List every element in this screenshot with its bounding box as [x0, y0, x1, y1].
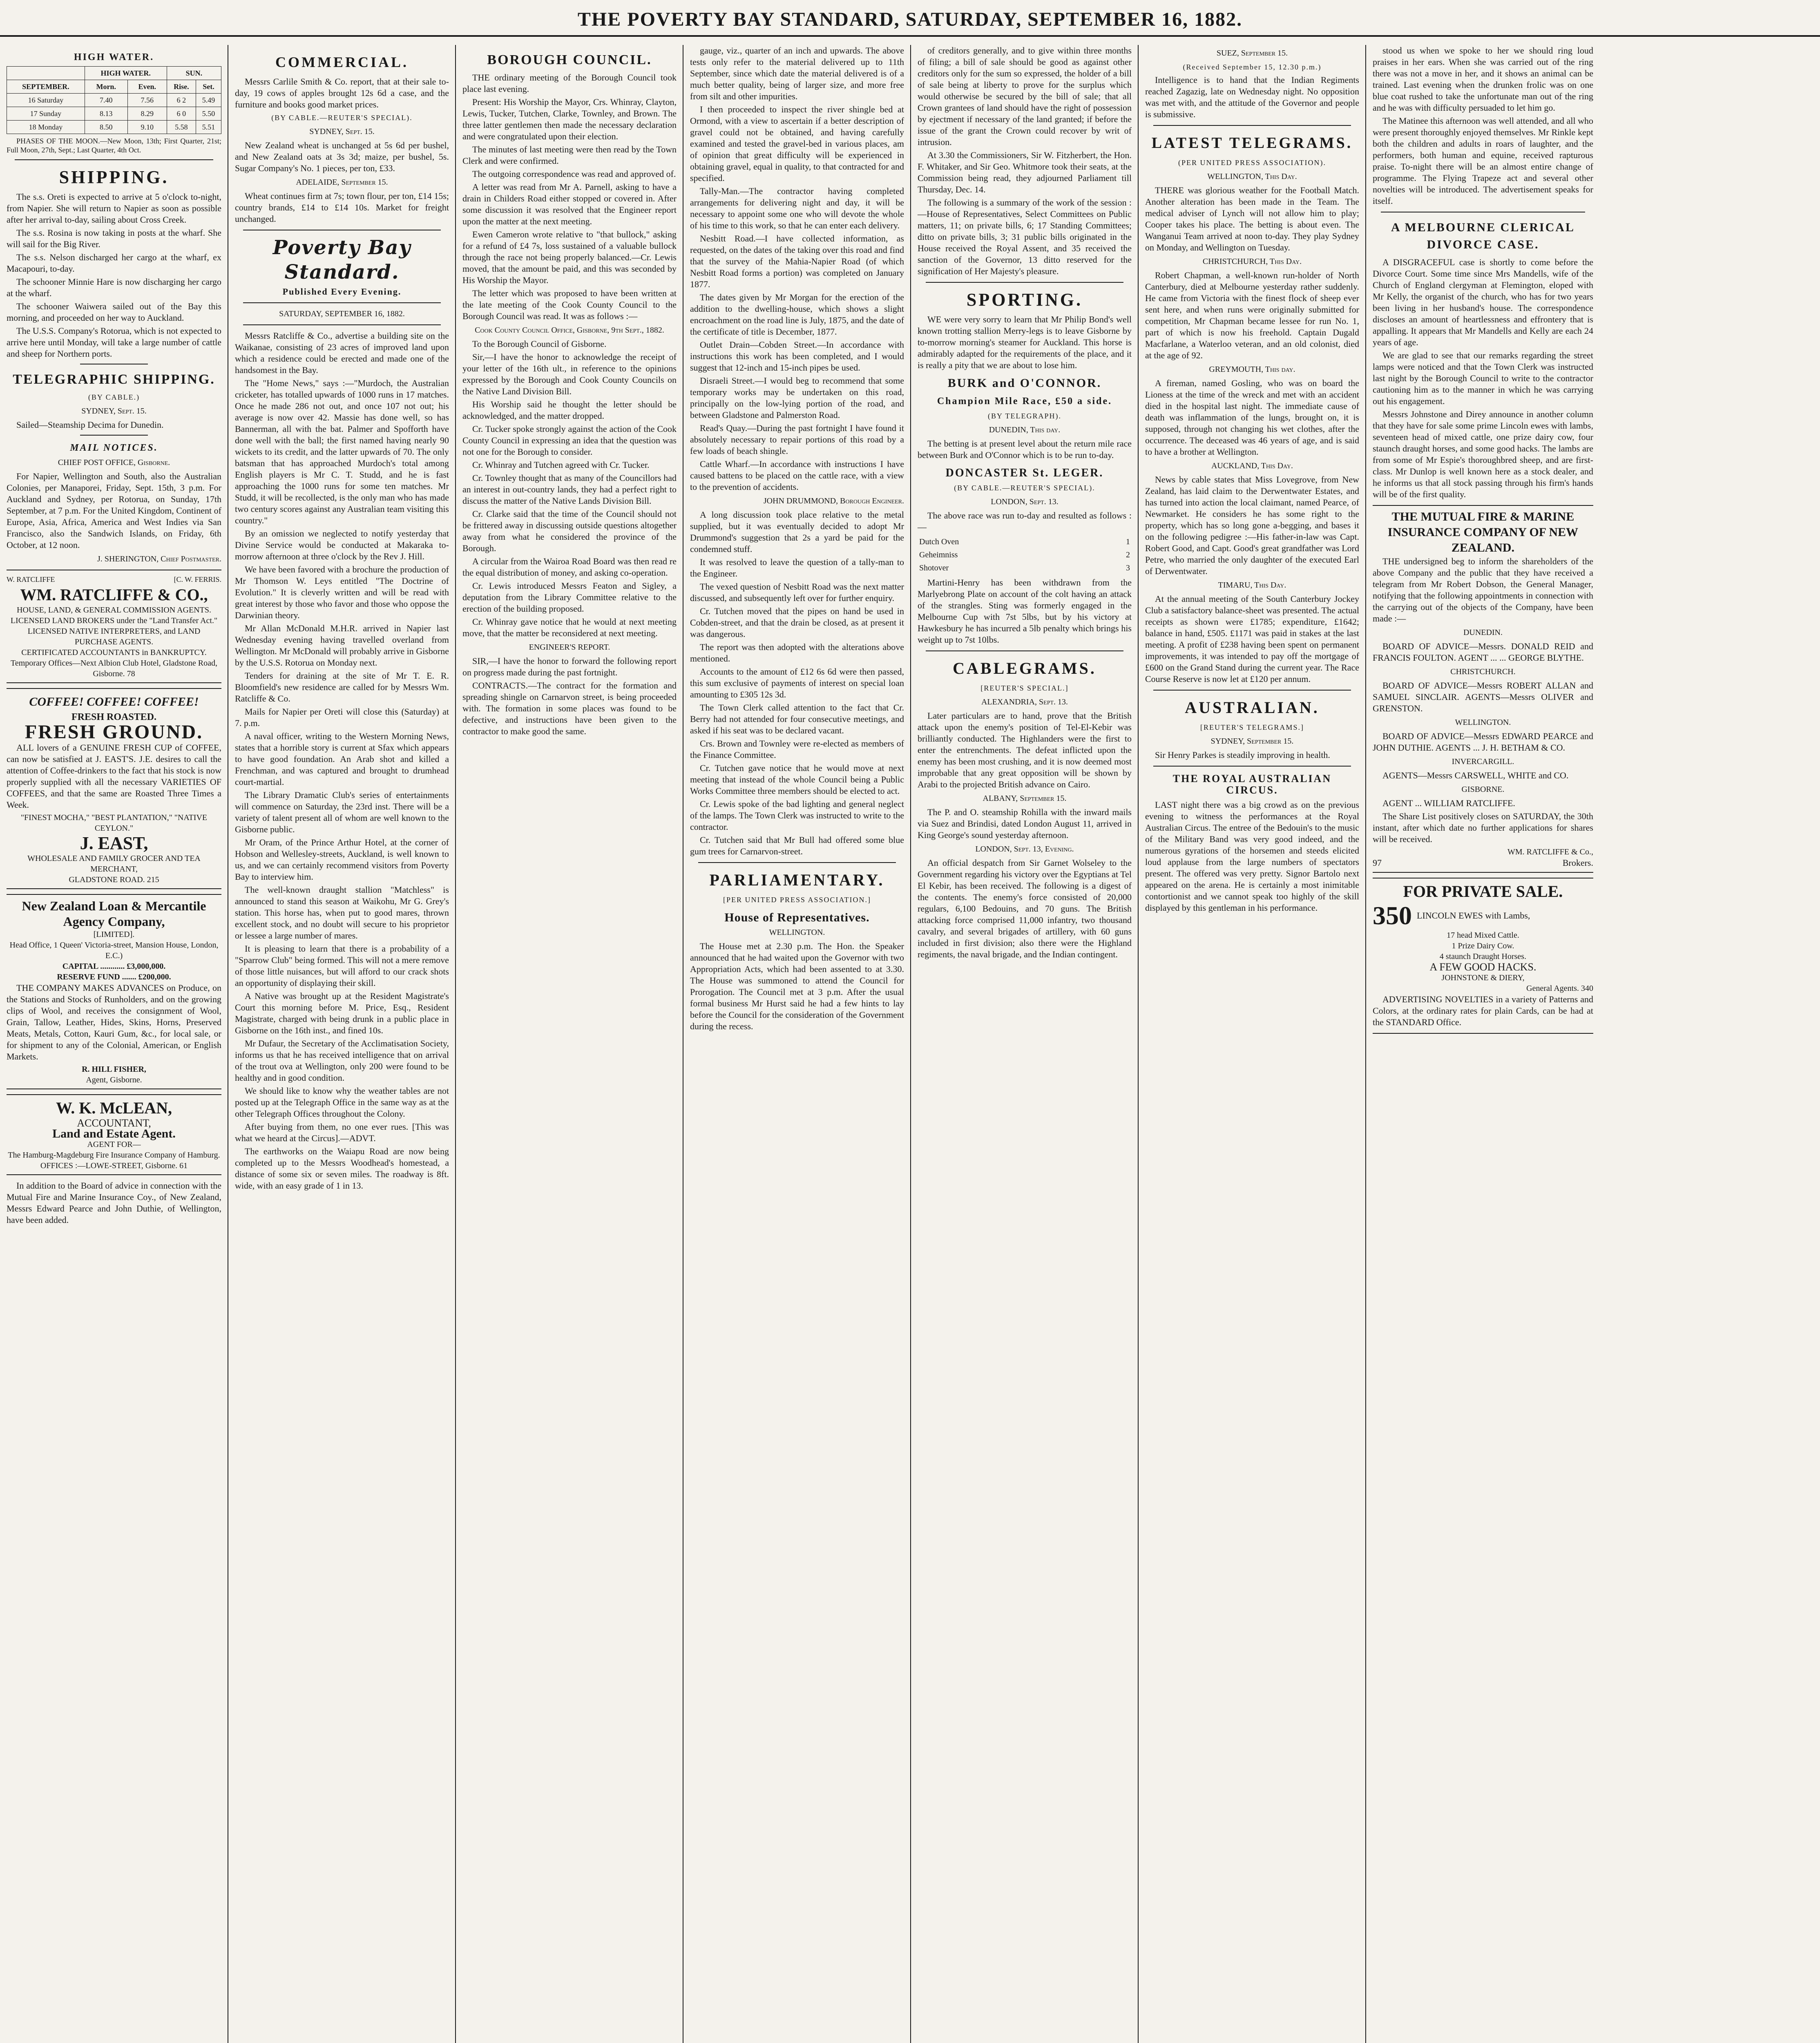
news-paragraph: A naval officer, writing to the Western Morning News, states that a horrible story is current at Sfax which appears to have good foundation. An Arab shot and killed a Frenchman, and was captured and brought to drumhead court-martial.: [235, 731, 449, 787]
high-water-heading: HIGH WATER.: [74, 52, 154, 63]
mclean-name: W. K. McLEAN,: [56, 1099, 172, 1117]
coffee-title-2: FRESH GROUND.: [25, 721, 203, 743]
mail-heading: MAIL NOTICES.: [70, 443, 158, 453]
council-paragraph: Cr. Townley thought that as many of the Councillors had an interest in out-country lands, they had a perfect right to discuss the matter of the Native Lands Division Bill.: [462, 473, 677, 506]
council-paragraph: Cr. Lewis spoke of the bad lighting and general neglect of the lamps. The Town Clerk was instructed to write to the contractor.: [690, 799, 904, 832]
column-5: [910, 45, 1138, 2043]
table-cell: 7.40: [85, 94, 127, 107]
parliamentary-sub: [PER UNITED PRESS ASSOCIATION.]: [723, 896, 871, 904]
advert-number: 97: [1373, 858, 1382, 868]
board-city: WELLINGTON.: [1455, 718, 1511, 727]
council-paragraph: A circular from the Wairoa Road Board was then read re the equal distribution of money, and asking co-operation.: [462, 556, 677, 578]
australian-text: Sir Henry Parkes is steadily improving in health.: [1155, 750, 1330, 760]
mclean-agent-for: AGENT FOR—: [87, 1140, 141, 1149]
paper-masthead: Poverty Bay Standard.: [272, 236, 411, 284]
australian-heading: AUSTRALIAN.: [1185, 698, 1320, 717]
news-paragraph: The well-known draught stallion "Matchless" is announced to stand this season at Waikohu, Mr G. Grey's station. This horse has, when put to good mares, thrown excellent stock, and no doubt will secure to his proprietor or lessee a large number of mares.: [235, 885, 449, 941]
parliamentary-paragraph: of creditors generally, and to give within three months of filing; a bill of sale should be good as against other creditors only for the sum so expressed, the holder of a bill of sale being at liberty to prove for the surplus which would otherwise be secured by the bill of sale; that all Crown grantees of land should have the right of possession by ejectment if necessary of the land granted; if before the issue of the grant the Crown could recover by writ of intrusion.: [918, 45, 1132, 147]
news-paragraph: Mr Dufaur, the Secretary of the Acclimatisation Society, informs us that he has received intelligence that on arrival of the trout ova at Wellington, only 200 were found to be healthy and in good condition.: [235, 1038, 449, 1083]
board-text: BOARD OF ADVICE—Messrs EDWARD PEARCE and JOHN DUTHIE. AGENTS ... J. H. BETHAM & CO.: [1373, 731, 1593, 753]
mail-signature: J. SHERINGTON, Chief Postmaster.: [97, 554, 221, 563]
circus-paragraph: The Matinee this afternoon was well attended, and all who were present thoroughly enjoyed themselves. Mr Rinkle kept both the children and adults in roars of laughter, and the performers, both human and equine, received rapturous praise. To-night there will be an almost entire change of programme. The Flying Trapeze act and several other novelties will be introduced. The advertisement speaks for itself.: [1373, 116, 1593, 206]
mclean-company: The Hamburg-Magdeburg Fire Insurance Company of Hamburg.: [8, 1151, 220, 1160]
closing-notice: In addition to the Board of advice in connection with the Mutual Fire and Marine Insurance Coy., of New Zealand, Messrs Edward Pearce and John Duthie, of Wellington, have been added.: [7, 1180, 221, 1225]
horse-name: Dutch Oven: [919, 537, 959, 546]
news-paragraph: Messrs Ratcliffe & Co., advertise a building site on the Waikanae, consisting of 23 acres of improved land upon which a residence could be erected and made one of the handsomest in the Bay.: [235, 331, 449, 375]
partner-left: W. RATCLIFFE: [7, 575, 55, 583]
advert-line: HOUSE, LAND, & GENERAL COMMISSION AGENTS.: [17, 606, 211, 615]
mclean-title: ACCOUNTANT,: [77, 1117, 151, 1129]
engineer-signature: JOHN DRUMMOND, Borough Engineer.: [763, 496, 904, 505]
board-text: BOARD OF ADVICE—Messrs ROBERT ALLAN and SAMUEL SINCLAIR. AGENTS—Messrs OLIVER and GRENSTON.: [1373, 680, 1593, 713]
advert-line: LICENSED NATIVE INTERPRETERS, and LAND PURCHASE AGENTS.: [27, 627, 201, 646]
engineer-report-heading: ENGINEER'S REPORT.: [529, 643, 610, 652]
mclean-offices: OFFICES :—LOWE-STREET, Gisborne. 61: [40, 1161, 188, 1170]
leger-sub: (BY CABLE.—REUTER'S SPECIAL).: [954, 484, 1095, 492]
shipping-heading: SHIPPING.: [59, 167, 169, 187]
table-row: [918, 561, 1132, 574]
parliamentary-paragraph: The following is a summary of the work of the session :—House of Representatives, Select Committees on Public matters, 11; on private bills, 6; 17 Standing Committees; ditto on private bills, 3; 31 public bills originated in the House received the Royal Assent, and 35 received the sanction of the Governor, 13 ditto reserved for the signification of Her Majesty's pleasure.: [918, 197, 1132, 276]
table-cell: 5.49: [196, 94, 221, 107]
column-1: [0, 45, 228, 2043]
mail-text: For Napier, Wellington and South, also the Australian Colonies, per Manaporei, Friday, Sept. 15th, 3 p.m. For Auckland and Sydney, per Rotorua, on Sunday, 17th September, at 7 p.m. For the United Kingdom, Continent of Europe, Asia, Africa, America and West Indies via San Francisco, also the Sandwich Islands, on Friday, 6th October, at 12 noon.: [7, 471, 221, 550]
column-7-inner: [1373, 45, 1593, 1034]
news-paragraph: The "Home News," says :—"Murdoch, the Australian cricketer, has totalled upwards of 1000 runs in 17 matches. Once he made 286 not out, and once 107 not out; his average is now over 42. Massie has done well, so has Bannerman, all with the bat. Palmer and Spofforth have done well with the ball; the first named having nearly 90 wickets to its credit, and the latter upwards of 70. The only batsman that has approached Murdoch's total among English players is Mr C. T. Studd, and he is fast approaching the 1000 runs for some ten matches. Mr Studd, it will be recollected, is the only man who has made two century scores against any Australian team visiting this country.": [235, 378, 449, 525]
shipping-item: The schooner Minnie Hare is now discharging her cargo at the wharf.: [7, 277, 221, 298]
insurance-footer: [1373, 857, 1593, 869]
news-paragraph: We have been favored with a brochure the production of Mr Thomson W. Leys entitled "The Doctrine of Evolution." It is cleverly written and will be read with great interest by those who favor and those who oppose the Darwinian theory.: [235, 564, 449, 620]
divider: [243, 324, 441, 325]
divider: [1153, 766, 1351, 767]
telegram-dateline: TIMARU, This Day.: [1218, 581, 1286, 590]
sporting-text: WE were very sorry to learn that Mr Philip Bond's well known trotting stallion Merry-legs is to leave Gisborne by to-morrow morning's steamer for Auckland. This horse is admirably adapted for the requirements of the place, and it is really a pity that we are about to lose him.: [918, 314, 1132, 370]
telegram-dateline: AUCKLAND, This Day.: [1211, 461, 1293, 470]
table-row: [918, 548, 1132, 561]
ratcliffe-advert: [7, 570, 221, 683]
table-cell: 7.56: [127, 94, 167, 107]
parliamentary-text: The House met at 2.30 p.m. The Hon. the Speaker announced that he had waited upon the Governor with two Appropriation Acts, which had been assented to at 3.30. The House was summoned to attend the Council for Prorogation. The Council met at 3 p.m. After the usual formal business Mr Hurst said he had a few hints to lay before the Council for the consideration of the Government during the recess.: [690, 941, 904, 1031]
telegraphic-heading: TELEGRAPHIC SHIPPING.: [13, 372, 215, 387]
sale-line: General Agents. 340: [1526, 984, 1593, 993]
news-paragraph: The Library Dramatic Club's series of entertainments will commence on Saturday, the 23rd inst. There will be a variety of talent present all of whom are well known to the Gisborne public.: [235, 790, 449, 834]
nzloan-reserve: RESERVE FUND ....... £200,000.: [57, 972, 171, 981]
leger-dateline: LONDON, Sept. 13.: [991, 497, 1059, 506]
commercial-text: Wheat continues firm at 7s; town flour, per ton, £14 15s; country brands, £14 to £14 10s. Market for freight unchanged.: [235, 191, 449, 224]
council-paragraph: The dates given by Mr Morgan for the erection of the addition to the dwelling-house, which shows a slight encroachment on the road line is July, 1875, and the date of the certificate of title is December, 1877.: [690, 292, 904, 337]
shipping-item: The schooner Waiwera sailed out of the Bay this morning, and proceeded on her way to Auckland.: [7, 301, 221, 323]
sale-lead: [1373, 901, 1593, 930]
insurance-signature: WM. RATCLIFFE & Co.,: [1507, 847, 1593, 856]
council-paragraph: Cr. Clarke said that the time of the Council should not be frittered away in discussing outside questions altogether away from what he considered the province of the Borough.: [462, 509, 677, 553]
sale-line: 1 Prize Dairy Cow.: [1452, 941, 1514, 950]
divider: [243, 302, 441, 303]
burk-title: BURK and O'CONNOR.: [947, 376, 1102, 390]
table-row: [7, 121, 221, 134]
sale-line: 17 head Mixed Cattle.: [1447, 931, 1519, 940]
borough-heading: BOROUGH COUNCIL.: [487, 52, 652, 67]
divorce-paragraph: We are glad to see that our remarks regarding the street lamps were noticed and that the Town Clerk was instructed last night by the Borough Council to write to the contractor cautioning him as to the manner in which he was carrying out his engagement.: [1373, 350, 1593, 406]
council-paragraph: The letter which was proposed to have been written at the late meeting of the Cook County Council to the Borough Council was read. It was as follows :—: [462, 288, 677, 321]
council-paragraph: CONTRACTS.—The contract for the formation and spreading shingle on Carnarvon street, is being proceeded with. The formation in some places was found to be defective, and instructions have been given to the contractor to make good the same.: [462, 680, 677, 736]
council-paragraph: Sir,—I have the honor to acknowledge the receipt of your letter of the 16th ult., in reference to the opinions expressed by the Borough and Cook County Councils on the Native Land Division Bill.: [462, 352, 677, 396]
coffee-body: ALL lovers of a GENUINE FRESH CUP of COFFEE, can now be satisfied at J. EAST'S. J.E. desires to call the attention of Coffee-drinkers to the fact that his stock is now properly supplied with all the necessary VARIETIES OF COFFEES, and that the same are Roasted Three Times a Week.: [7, 742, 221, 810]
table-header: SEPTEMBER.: [7, 80, 85, 94]
telegram-text: THERE was glorious weather for the Football Match. Another alteration has been made in the Team. The medical adviser of Lynch will not allow him to play; Cooper takes his place. The betting is about even. The Wanganui Team arrived at noon to-day. They play Sydney on Monday, and Wellington on Tuesday.: [1145, 185, 1359, 253]
leger-title: DONCASTER St. LEGER.: [945, 467, 1104, 479]
high-water-table: [7, 66, 221, 134]
news-paragraph: Mails for Napier per Oreti will close this (Saturday) at 7. p.m.: [235, 706, 449, 728]
coffee-varieties: "FINEST MOCHA," "BEST PLANTATION," "NATIVE CEYLON.": [20, 813, 208, 833]
telegram-text: A fireman, named Gosling, who was on board the Lioness at the time of the wreck and met with an accident died in the hospital last night. The immediate cause of death was inflammation of the lungs, brought on, it is supposed, through not changing his wet clothes, after the occurrence. The deceased was 46 years of age, and is said to have a brother at Wellington.: [1145, 378, 1359, 457]
advert-line: LICENSED LAND BROKERS under the "Land Transfer Act.": [10, 616, 218, 625]
divider: [926, 282, 1123, 283]
table-cell: 18 Monday: [7, 121, 85, 134]
board-city: GISBORNE.: [1461, 785, 1505, 794]
mail-dateline: CHIEF POST OFFICE, Gisborne.: [58, 458, 170, 467]
council-paragraph: The outgoing correspondence was read and approved of.: [472, 169, 676, 179]
race-results: [918, 535, 1132, 574]
news-paragraph: Mr Oram, of the Prince Arthur Hotel, at the corner of Hobson and Wellesley-streets, Auckland, is well known to us, and we can certainly recommend visitors from Poverty Bay to interview him.: [235, 837, 449, 882]
news-paragraph: Tenders for draining at the site of Mr T. E. R. Bloomfield's new residence are called for by Messrs Wm. Ratcliffe & Co.: [235, 671, 449, 704]
column-7: [1365, 45, 1820, 2043]
council-paragraph: To the Borough Council of Gisborne.: [472, 339, 607, 349]
parliamentary-paragraph: At 3.30 the Commissioners, Sir W. Fitzherbert, the Hon. F. Whitaker, and Sir Geo. Whitmore took their seats, at the Commission being read, they adjourned Parliament till Thursday, Dec. 14.: [918, 150, 1132, 194]
council-paragraph: Cr. Whinray gave notice that he would at next meeting move, that the matter be reconsidered at next meeting.: [462, 617, 677, 638]
shipping-item: The U.S.S. Company's Rotorua, which is not expected to arrive here until Monday, will take a large number of cattle and sheep for Northern ports.: [7, 326, 221, 359]
parliamentary-dateline: WELLINGTON.: [769, 928, 825, 937]
advert-line: Temporary Offices—Next Albion Club Hotel, Gladstone Road, Gisborne. 78: [11, 659, 217, 678]
circus-text: LAST night there was a big crowd as on the previous evening to witness the performances at the Royal Australian Circus. The entree of the Bedouin's to the music of the Military Band was very good indeed, and the numerous gyrations of the horsemen and steeds elicited loud applause from the large numbers of spectators present. The offered was very pretty. Signor Bartolo next appeared on the arena. He is certainly a most inimitable contortionist and we cannot speak too highly of the skill displayed by this gentleman in his performance.: [1145, 800, 1359, 913]
horse-place: 2: [1126, 550, 1130, 559]
council-paragraph: Outlet Drain—Cobden Street.—In accordance with instructions this work has been completed, and I would suggest that 12-inch and 15-inch pipes be used.: [690, 340, 904, 373]
council-paragraph: Disraeli Street.—I would beg to recommend that some temporary works may be undertaken on this road, principally on the low-lying portion of the road, and between Gladstone and Palmerston Road.: [690, 376, 904, 420]
news-paragraph: Mr Allan McDonald M.H.R. arrived in Napier last Wednesday evening having travelled overland from Wellington. Mr McDonald will probably arrive in Gisborne by the U.S.S. Rotorua on Monday next.: [235, 623, 449, 668]
table-row: [7, 94, 221, 107]
commercial-heading: COMMERCIAL.: [275, 54, 409, 70]
horse-place: 3: [1126, 563, 1130, 572]
burk-telegraph: (BY TELEGRAPH).: [988, 412, 1061, 420]
council-paragraph: Cr. Whinray and Tutchen agreed with Cr. Tucker.: [472, 460, 650, 470]
mclean-sub: Land and Estate Agent.: [52, 1127, 176, 1140]
divider: [80, 435, 148, 436]
cable-text: The P. and O. steamship Rohilla with the inward mails via Suez and Brindisi, dated London August 11, arrived in King George's sound yesterday afternoon.: [918, 807, 1132, 840]
table-cell: 9.10: [127, 121, 167, 134]
cable-text: An official despatch from Sir Garnet Wolseley to the Government regarding his victory over the Egyptians at Tel El Kebir, has been received. The following is a digest of the contents. The enemy's force consisted of 20,000 regulars, 6,100 Bedouins, and 70 guns. The British attacking force comprised 11,000 infantry, two thousand cavalry, and several brigades of artillery, with 60 guns included in first division; also there were the Highland regiments, the naval brigade, and the Indian contingent.: [918, 858, 1132, 959]
paper-date: SATURDAY, SEPTEMBER 16, 1882.: [279, 309, 405, 318]
news-paragraph: The earthworks on the Waiapu Road are now being completed up to the Messrs Woodhead's homestead, a distance of some six or seven miles. The roadway is 8ft. wide, with an easy grade of 1 in 13.: [235, 1146, 449, 1191]
divorce-heading: A MELBOURNE CLERICAL DIVORCE CASE.: [1391, 221, 1575, 251]
mclean-advert: [7, 1094, 221, 1175]
table-header: Set.: [196, 80, 221, 94]
telegram-dateline: CHRISTCHURCH, This Day.: [1202, 257, 1302, 266]
sale-line: A FEW GOOD HACKS.: [1429, 961, 1536, 973]
council-paragraph: It was resolved to leave the question of a tally-man to the Engineer.: [690, 557, 904, 579]
paper-masthead-sub: Published Every Evening.: [282, 286, 402, 297]
table-cell: 5.58: [167, 121, 196, 134]
council-paragraph: The minutes of last meeting were then read by the Town Clerk and were confirmed.: [462, 144, 677, 166]
table-header: HIGH WATER.: [85, 67, 167, 80]
latest-heading: LATEST TELEGRAMS.: [1151, 134, 1353, 152]
coffee-advert: [7, 688, 221, 889]
table-cell: 6 2: [167, 94, 196, 107]
horse-place: 1: [1126, 537, 1130, 546]
council-paragraph: The report was then adopted with the alterations above mentioned.: [690, 642, 904, 664]
council-paragraph: I then proceeded to inspect the river shingle bed at Ormond, with a view to ascertain if a better description of gravel could not be obtained, and having carefully examined and tested the gravel-bed in various places, am of opinion that great difficulty will be experienced in obtaining gravel, equal in quality, to that contracted for and specified.: [690, 104, 904, 183]
insurance-text: THE undersigned beg to inform the shareholders of the above Company and the public that they have received a telegram from Mr Robert Dobson, the General Manager, notifying that the following appointments in connection with the carrying out of the objects of the Company, have been made :—: [1373, 556, 1593, 624]
insurance-heading: THE MUTUAL FIRE & MARINE INSURANCE COMPANY OF NEW ZEALAND.: [1387, 510, 1579, 554]
board-city: INVERCARGILL.: [1452, 757, 1514, 766]
table-row: [918, 535, 1132, 548]
board-text: BOARD OF ADVICE—Messrs. DONALD REID and FRANCIS FOULTON. AGENT ... ... GEORGE BLYTHE.: [1373, 641, 1593, 663]
council-paragraph: The vexed question of Nesbitt Road was the next matter discussed, and subsequently left over for further enquiry.: [690, 581, 904, 603]
nzloan-agent: R. HILL FISHER,: [82, 1065, 146, 1074]
table-header: Rise.: [167, 80, 196, 94]
partner-right: [C. W. FERRIS.: [174, 575, 221, 583]
table-header: Morn.: [85, 80, 127, 94]
telegram-dateline: GREYMOUTH, This day.: [1209, 365, 1295, 374]
suez-text: Intelligence is to hand that the Indian Regiments reached Zagazig, late on Wednesday night. No opposition was met with, and the attitude of the Governor and people is submissive.: [1145, 75, 1359, 119]
table-header: [7, 67, 85, 80]
leger-intro: The above race was run to-day and resulted as follows :—: [918, 510, 1132, 532]
table-cell: 17 Sunday: [7, 107, 85, 121]
board-text: AGENTS—Messrs CARSWELL, WHITE and CO.: [1382, 770, 1569, 780]
burk-sub: Champion Mile Race, £50 a side.: [937, 396, 1112, 407]
council-paragraph: Cr. Tucker spoke strongly against the action of the Cook County Council in expressing an idea that the question was not one for the Borough to consider.: [462, 424, 677, 457]
horse-name: Geheimniss: [919, 550, 958, 559]
east-line: WHOLESALE AND FAMILY GROCER AND TEA MERCHANT,: [27, 854, 201, 874]
column-3: [455, 45, 683, 2043]
news-paragraph: By an omission we neglected to notify yesterday that Divine Service would be conducted at Makaraka to-morrow afternoon at three o'clock by the Rev J. Hill.: [235, 528, 449, 561]
nzloan-agent-role: Agent, Gisborne.: [86, 1075, 142, 1084]
suez-dateline: SUEZ, September 15.: [1216, 49, 1288, 58]
table-cell: 8.13: [85, 107, 127, 121]
sale-advert-text: ADVERTISING NOVELTIES in a variety of Patterns and Colors, at the ordinary rates for plain Cards, can be had at the STANDARD Office.: [1373, 994, 1593, 1027]
parliamentary-heading: PARLIAMENTARY.: [709, 871, 885, 889]
australian-dateline: SYDNEY, September 15.: [1210, 737, 1294, 746]
masthead-rule: [0, 35, 1820, 37]
insurance-role: Brokers.: [1562, 858, 1593, 868]
council-paragraph: Accounts to the amount of £12 6s 6d were then passed, this sum exclusive of payments of interest on special loan amounting to £305 12s 3d.: [690, 666, 904, 700]
table-header: Even.: [127, 80, 167, 94]
coffee-title-1: FRESH ROASTED.: [71, 712, 157, 722]
burk-text: The betting is at present level about the return mile race between Burk and O'Connor which is to be run to-day.: [918, 438, 1132, 460]
circus-paragraph: stood us when we spoke to her we should ring loud praises in her ears. When she was carried out of the ring there was not a move in her, and it shows an animal can be trained. Last evening when the drunken frolic was on one blue coat rushed to take the unfortunate man out of the ring and he was with difficulty persuaded to let him go.: [1373, 45, 1593, 113]
divider: [698, 862, 896, 863]
council-paragraph: Read's Quay.—During the past fortnight I have found it absolutely necessary to repair portions of this road by a few loads of beach shingle.: [690, 423, 904, 456]
shipping-item: The s.s. Nelson discharged her cargo at the wharf, ex Macapouri, to-day.: [7, 252, 221, 274]
table-cell: 8.29: [127, 107, 167, 121]
telegram-text: Robert Chapman, a well-known run-holder of North Canterbury, died at Melbourne yesterday rather suddenly. He came from Victoria with the finest flock of sheep ever sent here, and when runs were originally submitted for competition, Mr Chapman became lessee for run No. 1, part of which is now his freehold. Captain Dugald Macfarlane, a Waterloo veteran, and an old colonist, died at the age of 92.: [1145, 270, 1359, 360]
telegraphic-sub: (BY CABLE.): [88, 393, 140, 401]
commercial-cable: (BY CABLE.—REUTER'S SPECIAL).: [271, 114, 413, 122]
sale-line: 4 staunch Draught Horses.: [1439, 952, 1527, 961]
column-6: [1138, 45, 1366, 2043]
cablegrams-heading: CABLEGRAMS.: [953, 659, 1096, 677]
council-paragraph: Cattle Wharf.—In accordance with instructions I have caused battens to be placed on the cattle race, with a view to the prevention of accidents.: [690, 459, 904, 492]
council-paragraph: Tally-Man.—The contractor having completed arrangements for delivering night and day, it will be necessary to appoint some one who will devote the whole of his time to this work, so that he can enter each delivery.: [690, 186, 904, 230]
advert-line: CERTIFICATED ACCOUNTANTS in BANKRUPTCY.: [21, 648, 207, 657]
council-paragraph: A letter was read from Mr A. Parnell, asking to have a drain in Childers Road either stopped or covered in. After some discussion it was resolved that the Engineer report upon the matter at the next meeting.: [462, 182, 677, 226]
private-sale-advert: [1373, 878, 1593, 1034]
news-paragraph: A Native was brought up at the Resident Magistrate's Court this morning before M. Price, Esq., Resident Magistrate, charged with being drunk in a public place in Gisborne on the 16th inst., and fined 10s.: [235, 991, 449, 1035]
sale-count: 350: [1373, 901, 1412, 930]
telegraphic-dateline: SYDNEY, Sept. 15.: [81, 407, 147, 416]
telegram-text: At the annual meeting of the South Canterbury Jockey Club a satisfactory balance-sheet was presented. The actual receipts as shown were £1785; expenditure, £1642; balance in hand, £505. £1171 was paid in stakes at the last meeting. A profit of £238 having been spent on permanent improvements, it was intended to pay off the mortgage of £600 on the Grand Stand during the current year. The Race Course Reserve is now let at £120 per annum.: [1145, 594, 1359, 684]
council-dateline: Cook County Council Office, Gisborne, 9th Sept., 1882.: [475, 326, 664, 335]
sale-line: LINCOLN EWES with Lambs,: [1417, 910, 1530, 921]
table-cell: 5.51: [196, 121, 221, 134]
cablegrams-sub: [REUTER'S SPECIAL.]: [980, 684, 1069, 692]
leger-text: Martini-Henry has been withdrawn from the Marlyebrong Plate on account of the colt having an attack of the strangles. Sting was formerly engaged in the Melbourne Cup with 7st 5lbs, but by his victory at Hawkesbury he has incurred a 5lb penalty which brings his weight up to 7st 10lbs.: [918, 577, 1132, 645]
divorce-paragraph: Messrs Johnstone and Direy announce in another column that they have for sale some prime Lincoln ewes with lambs, seventeen head of mixed cattle, one prize dairy cow, four staunch draught horses, and some good hacks. The lambs are from some of Mr Espie's thoroughbred sheep, and are first-class. Mr Dunlop is well known here as a stock dealer, and he informs us that all stock passing through his firm's hands will be of the first quality.: [1373, 409, 1593, 499]
cable-dateline: ALEXANDRIA, Sept. 13.: [981, 697, 1068, 706]
suez-received: (Received September 15, 12.30 p.m.): [1183, 63, 1322, 71]
sale-heading: FOR PRIVATE SALE.: [1403, 882, 1563, 901]
council-paragraph: The Town Clerk called attention to the fact that Cr. Berry had not attended for four consecutive meetings, and asked if his seat was to be declared vacant.: [690, 702, 904, 735]
news-paragraph: After buying from them, no one ever rues. [This was what we heard at the Circus].—ADVT.: [235, 1122, 449, 1143]
east-name: J. EAST,: [80, 833, 148, 853]
commercial-dateline: ADELAIDE, September 15.: [296, 178, 388, 187]
board-city: CHRISTCHURCH.: [1450, 667, 1516, 676]
house-heading: House of Representatives.: [724, 911, 870, 924]
cable-dateline: LONDON, Sept. 13, Evening.: [975, 845, 1074, 854]
telegram-text: News by cable states that Miss Lovegrove, from New Zealand, has laid claim to the Derwentwater Estates, and has turned into action the local claimant, named Pearce, of Newmarket. He considers he has some right to the property, which has so long gone a-begging, and bases it on the following pedigree :—His father-in-law was Capt. Robert Good, and Capt. Good's great grandfather was Lord Petre, who married the only daughter of the executed Earl of Derwentwater.: [1145, 474, 1359, 576]
news-paragraph: We should like to know why the weather tables are not posted up at the Telegraph Office in the same way as at the other Telegraph Offices throughout the Colony.: [235, 1086, 449, 1119]
column-2: [228, 45, 456, 2043]
sale-line: JOHNSTONE & DIERY,: [1441, 973, 1525, 982]
board-text: AGENT ... WILLIAM RATCLIFFE.: [1382, 798, 1515, 808]
council-paragraph: Ewen Cameron wrote relative to "that bullock," asking for a refund of £4 7s, loss sustained of a valuable bullock through the race not being properly balanced.—Cr. Lewis moved, that the amount be paid, and this was seconded by His Worship the Mayor.: [462, 229, 677, 285]
table-header: SUN.: [167, 67, 221, 80]
divider: [1153, 690, 1351, 691]
council-paragraph: Nesbitt Road.—I have collected information, as requested, on the dates of the taking over this road and find that the survey of the Mahia-Napier Road (of which Nesbitt Road forms a portion) was completed on January 1877.: [690, 233, 904, 289]
council-paragraph: THE ordinary meeting of the Borough Council took place last evening.: [462, 72, 677, 94]
divider: [926, 650, 1123, 651]
ratcliffe-name: WM. RATCLIFFE & CO.,: [20, 586, 208, 604]
shipping-item: The s.s. Rosina is now taking in posts at the wharf. She will sail for the Big River.: [7, 228, 221, 249]
latest-sub: (PER UNITED PRESS ASSOCIATION).: [1178, 159, 1326, 167]
council-paragraph: Crs. Brown and Townley were re-elected as members of the Finance Committee.: [690, 738, 904, 760]
burk-dateline: DUNEDIN, This day.: [989, 425, 1061, 434]
nzloan-advert: [7, 894, 221, 1089]
table-cell: 8.50: [85, 121, 127, 134]
divider: [1153, 125, 1351, 126]
council-paragraph: Cr. Tutchen gave notice that he would move at next meeting that instead of the whole Council being a Public Works Committee three members should be elected to act.: [690, 763, 904, 796]
cable-dateline: ALBANY, September 15.: [983, 794, 1067, 803]
commercial-text: Messrs Carlile Smith & Co. report, that at their sale to-day, 19 cows of apples brought 12s 6d a case, and the furniture and books good market prices.: [235, 76, 449, 110]
table-cell: 5.50: [196, 107, 221, 121]
council-paragraph: Cr. Tutchen moved that the pipes on hand be used in Cobden-street, and that the drain be closed, as at present it was dangerous.: [690, 606, 904, 639]
nzloan-text: THE COMPANY MAKES ADVANCES on Produce, on the Stations and Stocks of Runholders, and on the growing clips of Wool, and receives the consignment of Wool, Grain, Tallow, Leather, Hides, Skins, Horns, Preserved Meats, Metals, Cotton, Kauri Gum, &c., for local sale, or for shipment to any of the Colonial, American, or English Markets.: [7, 983, 221, 1062]
sporting-heading: SPORTING.: [966, 290, 1083, 310]
coffee-banner: COFFEE! COFFEE! COFFEE!: [29, 695, 199, 709]
column-4: [683, 45, 911, 2043]
council-paragraph: Cr. Lewis introduced Messrs Featon and Sigley, a deputation from the Library Committee relative to the erection of the building proposed.: [462, 581, 677, 614]
commercial-dateline: SYDNEY, Sept. 15.: [309, 127, 375, 136]
horse-name: Shotover: [919, 563, 949, 572]
telegraphic-text: Sailed—Steamship Decima for Dunedin.: [16, 420, 164, 430]
ratcliffe-partners: [7, 574, 221, 585]
moon-phases: PHASES OF THE MOON.—New Moon, 13th; First Quarter, 21st; Full Moon, 27th, Sept.; Last Quarter, 4th Oct.: [7, 137, 221, 154]
shipping-item: The s.s. Oreti is expected to arrive at 5 o'clock to-night, from Napier. She will return to Napier as soon as possible after her arrival to-day, sailing about Cross Creek.: [7, 192, 221, 225]
cable-text: Later particulars are to hand, prove that the British attack upon the enemy's position of Tel-El-Kebir was brilliantly conducted. The Highlanders were the first to enter the entrenchments. The defeat inflicted upon the enemy has been most crushing, and it is now deemed most improbable that any great opposition will be shown by Arabi to the projected British advance on Cairo.: [918, 711, 1132, 789]
telegram-dateline: WELLINGTON, This Day.: [1207, 172, 1297, 181]
council-paragraph: A long discussion took place relative to the metal supplied, but it was eventually decided to adopt Mr Drummond's suggestion that 2s a yard be paid for the condemned stuff.: [690, 510, 904, 554]
insurance-advert: [1373, 505, 1593, 873]
divorce-paragraph: A DISGRACEFUL case is shortly to come before the Divorce Court. Some time since Mrs Mandells, wife of the Church of England clergyman at Flemington, eloped with Mr Kelly, the organist of the church, who has for two years been living in her husband's house. The correspondence discloses an amount of heartlessness and effrontery that is appalling. It appears that Mr Mandells and Kelly are each 24 years of age.: [1373, 257, 1593, 347]
news-paragraph: It is pleasing to learn that there is a probability of a "Sparrow Club" being formed. This will not a mere remove of those little nuisances, but will afford to our crack shots an opportunity of displaying their skill.: [235, 943, 449, 988]
table-cell: 6 0: [167, 107, 196, 121]
nzloan-capital: CAPITAL ............ £3,000,000.: [62, 962, 166, 971]
council-paragraph: gauge, viz., quarter of an inch and upwards. The above tests only refer to the material delivered up to 11th September, since which date the material delivered is of a much better quality, being of larger size, and more free from silt and other impurities.: [690, 45, 904, 101]
columns: [0, 45, 1820, 2043]
board-city: DUNEDIN.: [1463, 628, 1503, 637]
table-row: [7, 107, 221, 121]
council-paragraph: His Worship said he thought the letter should be acknowledged, and the matter dropped.: [462, 399, 677, 421]
nzloan-office: Head Office, 1 Queen' Victoria-street, Mansion House, London, E.C.): [9, 941, 219, 960]
masthead-title: THE POVERTY BAY STANDARD, SATURDAY, SEPTEMBER 16, 1882.: [577, 9, 1243, 30]
nzloan-limited: [LIMITED].: [93, 930, 135, 939]
east-line: GLADSTONE ROAD. 215: [69, 875, 159, 884]
council-paragraph: SIR,—I have the honor to forward the following report on progress made during the past fortnight.: [462, 656, 677, 677]
commercial-text: New Zealand wheat is unchanged at 5s 6d per bushel, and New Zealand oats at 3s 3d; maize, per bushel, 5s. Sugar Company's No. 1 pieces, per ton, £33.: [235, 140, 449, 173]
table-cell: 16 Saturday: [7, 94, 85, 107]
insurance-closing: The Share List positively closes on SATURDAY, the 30th instant, after which date no further applications for shares will be received.: [1373, 811, 1593, 844]
divider: [15, 159, 213, 160]
nzloan-name: New Zealand Loan & Mercantile Agency Company,: [22, 899, 206, 929]
council-paragraph: Present: His Worship the Mayor, Crs. Whinray, Clayton, Lewis, Tucker, Tutchen, Clarke, Townley, and Brown. The three latter gentlemen then made the necessary declaration and were congratulated upon their election.: [462, 97, 677, 141]
council-paragraph: Cr. Tutchen said that Mr Bull had offered some blue gum trees for Carnarvon-street.: [690, 835, 904, 856]
circus-heading: THE ROYAL AUSTRALIAN CIRCUS.: [1172, 773, 1332, 796]
australian-sub: [REUTER'S TELEGRAMS.]: [1200, 723, 1304, 731]
